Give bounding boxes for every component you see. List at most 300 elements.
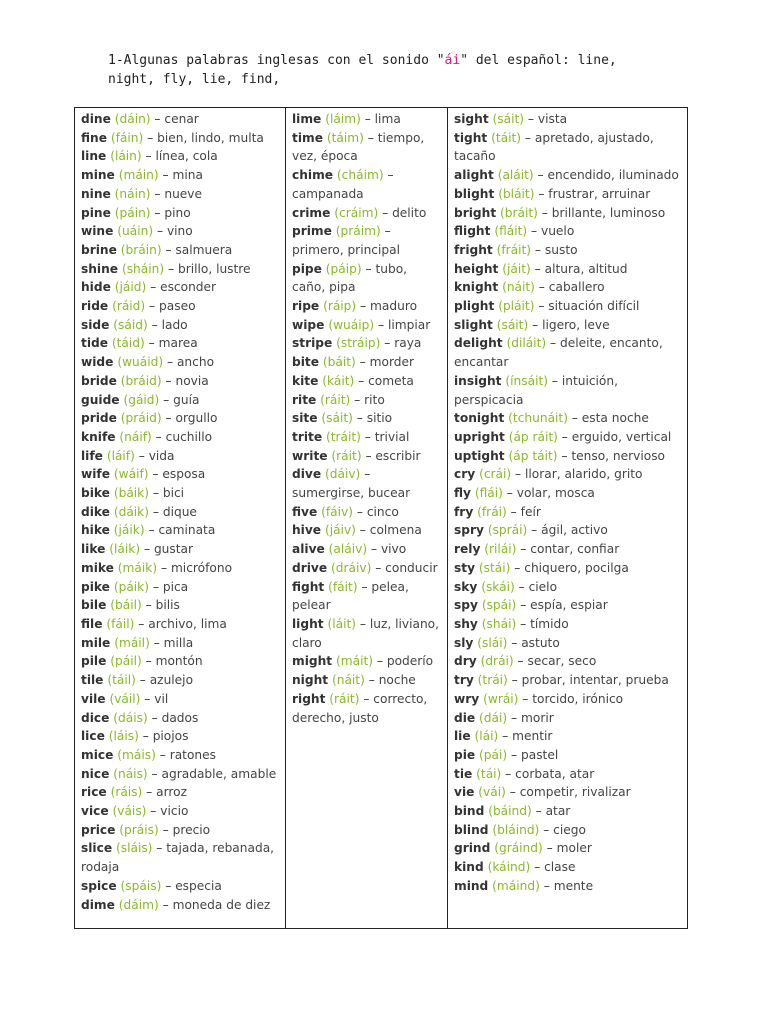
vocabulary-entry: crime (cráim) – delito <box>292 205 427 220</box>
spanish-meaning: vuelo <box>541 224 575 239</box>
english-word: hike <box>81 523 110 538</box>
spanish-meaning: montón <box>155 654 203 669</box>
english-word: sly <box>454 635 474 650</box>
vocabulary-entry: wife (wáif) – esposa <box>81 467 206 482</box>
vocabulary-entry: line (láin) – línea, cola <box>81 149 218 164</box>
spanish-meaning: línea, cola <box>155 149 218 164</box>
vocabulary-entry: prime (práim) – primero, principal <box>292 224 400 257</box>
pronunciation: (táid) <box>111 336 145 351</box>
english-word: try <box>454 673 474 688</box>
spanish-meaning: bici <box>162 486 185 501</box>
english-word: slight <box>454 317 493 332</box>
pronunciation: (káit) <box>322 373 355 388</box>
vocabulary-entry: stripe (stráip) – raya <box>292 336 422 351</box>
spanish-meaning: vil <box>154 691 169 706</box>
vocabulary-entry: chime (cháim) – campanada <box>292 168 394 201</box>
spanish-meaning: chiquero, pocilga <box>524 560 629 575</box>
pronunciation: (sáit) <box>496 317 529 332</box>
vocabulary-entry: night (náit) – noche <box>292 673 416 688</box>
spanish-meaning: ratones <box>169 747 216 762</box>
spanish-meaning: lima <box>374 112 401 126</box>
english-word: upright <box>454 429 505 444</box>
spanish-meaning: susto <box>544 242 578 257</box>
pronunciation: (máin) <box>118 168 159 183</box>
english-word: right <box>292 691 326 706</box>
spanish-meaning: vino <box>166 224 193 239</box>
vocabulary-entry: delight (diláit) – deleite, encanto, encantar <box>454 336 663 370</box>
pronunciation: (fáin) <box>110 130 144 145</box>
spanish-meaning: limpiar <box>387 317 431 332</box>
pronunciation: (láif) <box>106 448 135 463</box>
english-word: mile <box>81 635 111 650</box>
vocabulary-entry: light (láit) – luz, liviano, claro <box>292 616 439 650</box>
vocabulary-entry: vile (váil) – vil <box>81 691 169 706</box>
vocabulary-entry: pike (páik) – pica <box>81 579 189 594</box>
pronunciation: (ráis) <box>110 785 143 800</box>
spanish-meaning: esposa <box>162 467 206 482</box>
english-word: wine <box>81 224 114 239</box>
pronunciation: (báik) <box>113 486 149 501</box>
vocabulary-entry: hide (jáid) – esconder <box>81 280 217 295</box>
spanish-meaning: orgullo <box>175 411 218 426</box>
vocabulary-entry: sly (slái) – astuto <box>454 635 560 650</box>
english-word: like <box>81 542 106 557</box>
english-word: dice <box>81 710 110 725</box>
spanish-meaning: morir <box>521 710 554 725</box>
english-word: site <box>292 411 318 426</box>
english-word: pride <box>81 411 117 426</box>
english-word: nice <box>81 766 110 781</box>
pronunciation: (uáin) <box>117 224 154 239</box>
vocabulary-entry: price (práis) – precio <box>81 822 211 837</box>
pronunciation: (spái) <box>481 598 517 613</box>
vocabulary-entry: sky (skái) – cielo <box>454 579 558 594</box>
spanish-meaning: precio <box>172 822 211 837</box>
english-word: pike <box>81 579 110 594</box>
pronunciation: (náif) <box>119 429 152 444</box>
pronunciation: (páip) <box>325 261 362 276</box>
vocabulary-entry: right (ráit) – correcto, derecho, justo <box>292 691 428 725</box>
vocabulary-entry: sight (sáit) – vista <box>454 112 568 126</box>
english-word: mine <box>81 168 115 183</box>
english-word: wipe <box>292 317 325 332</box>
spanish-meaning: cometa <box>368 373 414 388</box>
heading-suffix: " del español: line, night, fly, lie, find, <box>108 53 617 87</box>
pronunciation: (tráit) <box>325 429 361 444</box>
spanish-meaning: conducir <box>385 560 438 575</box>
pronunciation: (máik) <box>117 560 158 575</box>
vocabulary-entry: tie (tái) – corbata, atar <box>454 766 595 781</box>
pronunciation: (dráiv) <box>331 560 372 575</box>
spanish-meaning: competir, rivalizar <box>519 785 631 800</box>
pronunciation: (skái) <box>481 579 515 594</box>
pronunciation: (tái) <box>476 766 502 781</box>
spanish-meaning: brillo, lustre <box>177 261 251 276</box>
vocabulary-entry: kite (káit) – cometa <box>292 373 414 388</box>
pronunciation: (trái) <box>477 673 508 688</box>
vocabulary-entry: blight (bláit) – frustrar, arruinar <box>454 186 651 201</box>
pronunciation: (máit) <box>335 654 373 669</box>
spanish-meaning: piojos <box>152 729 189 744</box>
english-word: wry <box>454 691 480 706</box>
spanish-meaning: poderío <box>386 654 434 669</box>
vocabulary-entry: rely (rilái) – contar, confiar <box>454 542 620 557</box>
vocabulary-entry: fine (fáin) – bien, lindo, multa <box>81 130 264 145</box>
pronunciation: (páin) <box>114 205 151 220</box>
english-word: kind <box>454 860 484 875</box>
pronunciation: (práis) <box>119 822 159 837</box>
pronunciation: (pláit) <box>498 299 535 314</box>
spanish-meaning: mentir <box>512 729 553 744</box>
pronunciation: (fáiv) <box>321 504 353 519</box>
vocabulary-entry: fight (fáit) – pelea, pelear <box>292 579 409 613</box>
spanish-meaning: apretado, ajustado, tacaño <box>454 130 654 164</box>
english-word: rely <box>454 542 481 557</box>
vocabulary-entry: shine (sháin) – brillo, lustre <box>81 261 251 276</box>
vocabulary-entry: wide (wuáid) – ancho <box>81 355 215 370</box>
spanish-meaning: rito <box>364 392 385 407</box>
pronunciation: (jáid) <box>114 280 147 295</box>
pronunciation: (máil) <box>114 635 150 650</box>
english-word: hide <box>81 280 111 295</box>
english-word: crime <box>292 205 331 220</box>
pronunciation: (fráit) <box>496 242 532 257</box>
spanish-meaning: gustar <box>153 542 194 557</box>
pronunciation: (dáik) <box>113 504 149 519</box>
pronunciation: (rilái) <box>484 542 517 557</box>
spanish-meaning: ligero, leve <box>542 317 610 332</box>
vocabulary-entry: try (trái) – probar, intentar, prueba <box>454 673 669 688</box>
vocabulary-entry: height (jáit) – altura, altitud <box>454 261 628 276</box>
pronunciation: (gáid) <box>123 392 160 407</box>
spanish-meaning: vida <box>148 448 175 463</box>
vocabulary-entry: mile (máil) – milla <box>81 635 194 650</box>
pronunciation: (fáil) <box>106 616 135 631</box>
english-word: night <box>292 673 329 688</box>
vocabulary-entry: mine (máin) – mina <box>81 168 203 183</box>
english-word: spy <box>454 598 478 613</box>
spanish-meaning: salmuera <box>175 242 233 257</box>
spanish-meaning: tenso, nervioso <box>571 448 666 463</box>
vocabulary-entry: bright (bráit) – brillante, luminoso <box>454 205 666 220</box>
vocabulary-entry: write (ráit) – escribir <box>292 448 421 463</box>
spanish-meaning: tiempo, vez, época <box>292 130 425 164</box>
vocabulary-entry: fry (frái) – feír <box>454 504 541 519</box>
english-word: fry <box>454 504 474 519</box>
spanish-meaning: clase <box>544 860 576 875</box>
pronunciation: (wáif) <box>113 467 149 482</box>
vocabulary-entry: dime (dáim) – moneda de diez <box>81 897 271 912</box>
vocabulary-entry: tonight (tchunáit) – esta noche <box>454 411 649 426</box>
spanish-meaning: intuición, perspicacia <box>454 373 618 407</box>
pronunciation: (báind) <box>488 804 532 819</box>
pronunciation: (sáit) <box>492 112 525 126</box>
spanish-meaning: maduro <box>370 299 418 314</box>
page-heading <box>108 51 668 89</box>
pronunciation: (báil) <box>110 598 142 613</box>
spanish-meaning: delito <box>392 205 427 220</box>
english-word: mike <box>81 560 114 575</box>
vocabulary-entry: hike (jáik) – caminata <box>81 523 216 538</box>
pronunciation: (bláit) <box>498 186 535 201</box>
english-word: pie <box>454 747 476 762</box>
spanish-meaning: micrófono <box>170 560 233 575</box>
spanish-meaning: astuto <box>521 635 560 650</box>
pronunciation: (báit) <box>322 355 356 370</box>
spanish-meaning: vivo <box>380 542 407 557</box>
vocabulary-entry: nice (náis) – agradable, amable <box>81 766 277 781</box>
pronunciation: (stráip) <box>336 336 381 351</box>
pronunciation: (gráind) <box>494 841 543 856</box>
english-word: sty <box>454 560 476 575</box>
pronunciation: (váil) <box>109 691 141 706</box>
spanish-meaning: cuchillo <box>165 429 213 444</box>
english-word: trite <box>292 429 323 444</box>
english-word: stripe <box>292 336 333 351</box>
spanish-meaning: probar, intentar, prueba <box>521 673 669 688</box>
spanish-meaning: altura, altitud <box>544 261 628 276</box>
english-word: shy <box>454 616 478 631</box>
vocabulary-entry: drive (dráiv) – conducir <box>292 560 438 575</box>
english-word: sky <box>454 579 478 594</box>
vocabulary-entry: tide (táid) – marea <box>81 336 198 351</box>
spanish-meaning: ancho <box>176 355 215 370</box>
spanish-meaning: vista <box>537 112 568 126</box>
pronunciation: (lái) <box>474 729 499 744</box>
english-word: shine <box>81 261 119 276</box>
spanish-meaning: secar, seco <box>527 654 597 669</box>
spanish-meaning: ágil, activo <box>541 523 608 538</box>
english-word: dime <box>81 897 115 912</box>
spanish-meaning: agradable, amable <box>161 766 277 781</box>
pronunciation: (náit) <box>502 280 535 295</box>
vocabulary-entry: shy (shái) – tímido <box>454 616 569 631</box>
english-word: light <box>292 616 324 631</box>
vocabulary-entry: guide (gáid) – guía <box>81 392 200 407</box>
spanish-meaning: esta noche <box>581 411 649 426</box>
english-word: height <box>454 261 499 276</box>
vocabulary-entry: trite (tráit) – trivial <box>292 429 410 444</box>
spanish-meaning: ciego <box>553 822 586 837</box>
english-word: alive <box>292 542 325 557</box>
pronunciation: (sháin) <box>121 261 165 276</box>
english-word: blight <box>454 186 495 201</box>
vocabulary-entry: bite (báit) – morder <box>292 355 414 370</box>
english-word: rice <box>81 785 107 800</box>
english-word: wife <box>81 467 111 482</box>
english-word: prime <box>292 224 332 239</box>
vocabulary-entry: pipe (páip) – tubo, caño, pipa <box>292 261 408 295</box>
spanish-meaning: moneda de diez <box>172 897 271 912</box>
vocabulary-entry: mice (máis) – ratones <box>81 747 216 762</box>
spanish-meaning: tubo, caño, pipa <box>292 261 408 295</box>
vocabulary-entry: slice (sláis) – tajada, rebanada, rodaja <box>81 841 275 875</box>
spanish-meaning: luz, liviano, claro <box>292 616 439 650</box>
pronunciation: (jáik) <box>113 523 145 538</box>
vocabulary-entry: insight (ínsáit) – intuición, perspicacia <box>454 373 618 407</box>
vocabulary-entry: dry (drái) – secar, seco <box>454 654 597 669</box>
pronunciation: (táit) <box>491 130 522 145</box>
vocabulary-entry: uptight (áp táit) – tenso, nervioso <box>454 448 666 463</box>
english-word: tie <box>454 766 473 781</box>
vocabulary-entry: five (fáiv) – cinco <box>292 504 399 519</box>
spanish-meaning: campanada <box>292 186 364 201</box>
spanish-meaning: brillante, luminoso <box>551 205 666 220</box>
spanish-meaning: tajada, rebanada, rodaja <box>81 841 275 875</box>
pronunciation: (náin) <box>114 186 151 201</box>
pronunciation: (láik) <box>109 542 141 557</box>
spanish-meaning: cinco <box>366 504 399 519</box>
pronunciation: (cráim) <box>334 205 379 220</box>
spanish-meaning: noche <box>378 673 416 688</box>
english-word: mind <box>454 878 489 893</box>
english-word: bright <box>454 205 497 220</box>
spanish-meaning: sitio <box>366 411 393 426</box>
spanish-meaning: erguido, vertical <box>571 429 672 444</box>
pronunciation: (ínsáit) <box>505 373 548 388</box>
english-word: lime <box>292 112 322 126</box>
english-word: life <box>81 448 103 463</box>
spanish-meaning: mina <box>172 168 203 183</box>
pronunciation: (táim) <box>326 130 364 145</box>
spanish-meaning: especia <box>175 878 222 893</box>
english-word: fight <box>292 579 325 594</box>
english-word: might <box>292 654 333 669</box>
english-word: fine <box>81 130 107 145</box>
pronunciation: (flái) <box>474 486 503 501</box>
vocabulary-entry: wipe (wuáip) – limpiar <box>292 317 431 332</box>
pronunciation: (váis) <box>112 804 147 819</box>
english-word: dry <box>454 654 477 669</box>
english-word: sight <box>454 112 489 126</box>
vocabulary-entry: file (fáil) – archivo, lima <box>81 616 227 631</box>
spanish-meaning: nueve <box>164 186 203 201</box>
pronunciation: (bláind) <box>492 822 540 837</box>
english-word: pipe <box>292 261 322 276</box>
vocabulary-entry: bike (báik) – bici <box>81 486 185 501</box>
english-word: file <box>81 616 103 631</box>
english-word: die <box>454 710 476 725</box>
english-word: delight <box>454 336 503 351</box>
spanish-meaning: feír <box>520 504 541 519</box>
pronunciation: (sláis) <box>115 841 153 856</box>
english-word: price <box>81 822 116 837</box>
spanish-meaning: dados <box>161 710 199 725</box>
pronunciation: (jáiv) <box>324 523 356 538</box>
pronunciation: (fláit) <box>494 224 528 239</box>
pronunciation: (láit) <box>327 616 356 631</box>
vocabulary-entry: pie (pái) – pastel <box>454 747 559 762</box>
pronunciation: (práim) <box>335 224 381 239</box>
vocabulary-entry: like (láik) – gustar <box>81 542 194 557</box>
pronunciation: (bráit) <box>500 205 538 220</box>
vocabulary-entry: dive (dáiv) – sumergirse, bucear <box>292 467 411 501</box>
spanish-meaning: lado <box>161 317 188 332</box>
vocabulary-entry: grind (gráind) – moler <box>454 841 592 856</box>
english-word: flight <box>454 224 491 239</box>
english-word: tight <box>454 130 488 145</box>
pronunciation: (crái) <box>479 467 512 482</box>
vocabulary-entry: mike (máik) – micrófono <box>81 560 233 575</box>
vocabulary-entry: die (dái) – morir <box>454 710 554 725</box>
english-word: spry <box>454 523 484 538</box>
spanish-meaning: archivo, lima <box>148 616 227 631</box>
vocabulary-entry: dike (dáik) – dique <box>81 504 197 519</box>
spanish-meaning: dique <box>162 504 197 519</box>
english-word: dine <box>81 112 111 126</box>
spanish-meaning: morder <box>369 355 414 370</box>
vocabulary-column-1 <box>75 108 285 928</box>
english-word: pile <box>81 654 107 669</box>
english-word: pine <box>81 205 111 220</box>
pronunciation: (táil) <box>107 673 136 688</box>
pronunciation: (páik) <box>113 579 149 594</box>
pronunciation: (pái) <box>479 747 508 762</box>
spanish-meaning: guía <box>173 392 200 407</box>
vocabulary-entry: vie (vái) – competir, rivalizar <box>454 785 631 800</box>
english-word: lie <box>454 729 471 744</box>
english-word: lice <box>81 729 105 744</box>
pronunciation: (dái) <box>479 710 508 725</box>
english-word: rite <box>292 392 317 407</box>
spanish-meaning: paseo <box>159 299 196 314</box>
pronunciation: (sáid) <box>113 317 148 332</box>
spanish-meaning: deleite, encanto, encantar <box>454 336 663 370</box>
vocabulary-entry: spice (spáis) – especia <box>81 878 222 893</box>
spanish-meaning: pelea, pelear <box>292 579 409 613</box>
vocabulary-entry: tight (táit) – apretado, ajustado, tacaño <box>454 130 654 164</box>
pronunciation: (sprái) <box>487 523 528 538</box>
vocabulary-entry: side (sáid) – lado <box>81 317 188 332</box>
english-word: nine <box>81 186 111 201</box>
vocabulary-entry: wine (uáin) – vino <box>81 224 193 239</box>
spanish-meaning: caballero <box>548 280 605 295</box>
spanish-meaning: espía, espiar <box>530 598 608 613</box>
english-word: grind <box>454 841 491 856</box>
english-word: bite <box>292 355 319 370</box>
pronunciation: (máind) <box>492 878 540 893</box>
vocabulary-entry: pine (páin) – pino <box>81 205 191 220</box>
english-word: kite <box>292 373 319 388</box>
vocabulary-entry: alive (aláiv) – vivo <box>292 542 407 557</box>
vocabulary-entry: knife (náif) – cuchillo <box>81 429 213 444</box>
heading-highlight: ái <box>444 53 461 68</box>
english-word: slice <box>81 841 113 856</box>
pronunciation: (áp táit) <box>508 448 558 463</box>
spanish-meaning: atar <box>545 804 571 819</box>
spanish-meaning: arroz <box>156 785 188 800</box>
spanish-meaning: vicio <box>160 804 189 819</box>
vocabulary-entry: slight (sáit) – ligero, leve <box>454 317 610 332</box>
english-word: vile <box>81 691 106 706</box>
english-word: uptight <box>454 448 505 463</box>
english-word: cry <box>454 467 476 482</box>
pronunciation: (práid) <box>120 411 162 426</box>
vocabulary-entry: site (sáit) – sitio <box>292 411 393 426</box>
spanish-meaning: bien, lindo, multa <box>157 130 264 145</box>
english-word: tile <box>81 673 104 688</box>
english-word: five <box>292 504 318 519</box>
spanish-meaning: caminata <box>158 523 216 538</box>
pronunciation: (diláit) <box>506 336 547 351</box>
vocabulary-entry: mind (máind) – mente <box>454 878 594 893</box>
vocabulary-entry: fly (flái) – volar, mosca <box>454 486 595 501</box>
english-word: bile <box>81 598 107 613</box>
vocabulary-entry: lice (láis) – piojos <box>81 729 189 744</box>
spanish-meaning: tímido <box>530 616 569 631</box>
english-word: ride <box>81 299 109 314</box>
english-word: insight <box>454 373 502 388</box>
